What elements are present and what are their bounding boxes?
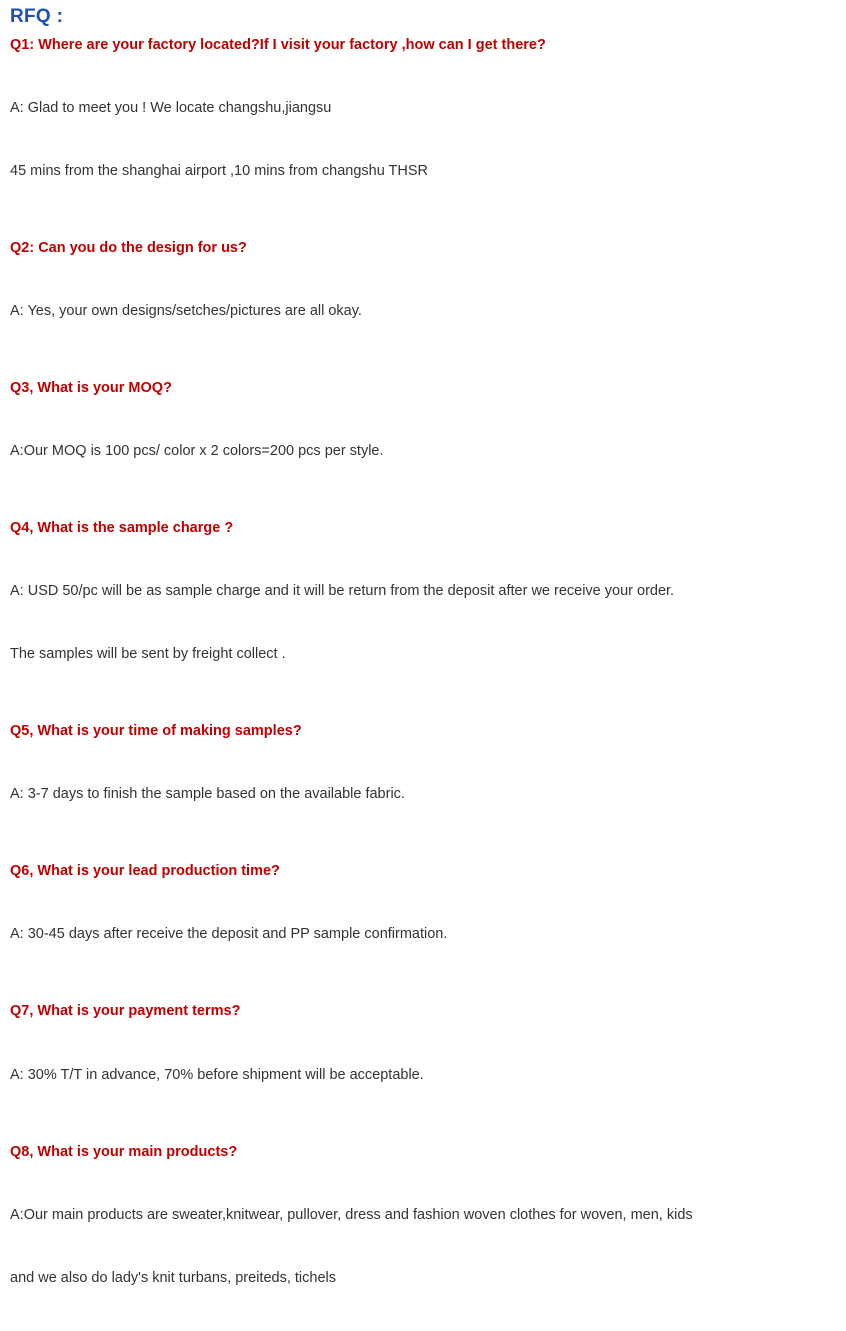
- answer-line: The samples will be sent by freight collect .: [10, 646, 286, 663]
- question-text: Q3, What is your MOQ?: [10, 380, 172, 397]
- page-title: RFQ :: [10, 6, 64, 27]
- answer-line: A: 3-7 days to finish the sample based on the available fabric.: [10, 786, 405, 803]
- block-spacer: [8, 229, 838, 238]
- answer-text: [10, 259, 838, 364]
- answer-text: [10, 1022, 838, 1127]
- answer-text: [10, 882, 838, 987]
- qa-item-5: [10, 721, 838, 847]
- answer-text: [10, 539, 838, 707]
- question-text: Q8, What is your main products?: [10, 1143, 238, 1160]
- qa-item-2: [10, 238, 838, 364]
- question-text: Q7, What is your payment terms?: [10, 1003, 241, 1020]
- qa-item-7: [10, 1001, 838, 1127]
- block-spacer: [8, 369, 838, 378]
- block-spacer: [8, 712, 838, 721]
- answer-line: A: Glad to meet you ! We locate changshu,jiangsu: [10, 99, 332, 116]
- answer-line: 45 mins from the shanghai airport ,10 mins from changshu THSR: [10, 162, 429, 179]
- qa-item-1: [10, 35, 838, 224]
- answer-line: A: USD 50/pc will be as sample charge and it will be return from the deposit after we receive your order.: [10, 583, 675, 600]
- question-text: Q4, What is the sample charge ?: [10, 520, 234, 537]
- answer-text: [10, 1163, 838, 1331]
- answer-line: A: Yes, your own designs/setches/pictures are all okay.: [10, 302, 362, 319]
- answer-text: [10, 56, 838, 224]
- qa-item-6: [10, 861, 838, 987]
- answer-text: [10, 742, 838, 847]
- qa-list: [8, 35, 838, 1331]
- question-text: Q5, What is your time of making samples?: [10, 723, 302, 740]
- question-text: Q1: Where are your factory located?If I visit your factory ,how can I get there?: [10, 36, 546, 53]
- answer-line: A: 30-45 days after receive the deposit and PP sample confirmation.: [10, 926, 448, 943]
- answer-line: A:Our MOQ is 100 pcs/ color x 2 colors=200 pcs per style.: [10, 443, 384, 460]
- block-spacer: [8, 852, 838, 861]
- answer-text: [10, 399, 838, 504]
- answer-line: and we also do lady's knit turbans, preiteds, tichels: [10, 1269, 336, 1286]
- block-spacer: [8, 1133, 838, 1142]
- answer-line: A:Our main products are sweater,knitwear, pullover, dress and fashion woven clothes for woven, men, kids: [10, 1206, 693, 1223]
- block-spacer: [8, 509, 838, 518]
- answer-line: A: 30% T/T in advance, 70% before shipment will be acceptable.: [10, 1066, 424, 1083]
- question-text: Q6, What is your lead production time?: [10, 863, 280, 880]
- qa-item-4: [10, 518, 838, 707]
- question-text: Q2: Can you do the design for us?: [10, 239, 247, 256]
- block-spacer: [8, 992, 838, 1001]
- qa-item-3: [10, 378, 838, 504]
- qa-item-8: [10, 1142, 838, 1331]
